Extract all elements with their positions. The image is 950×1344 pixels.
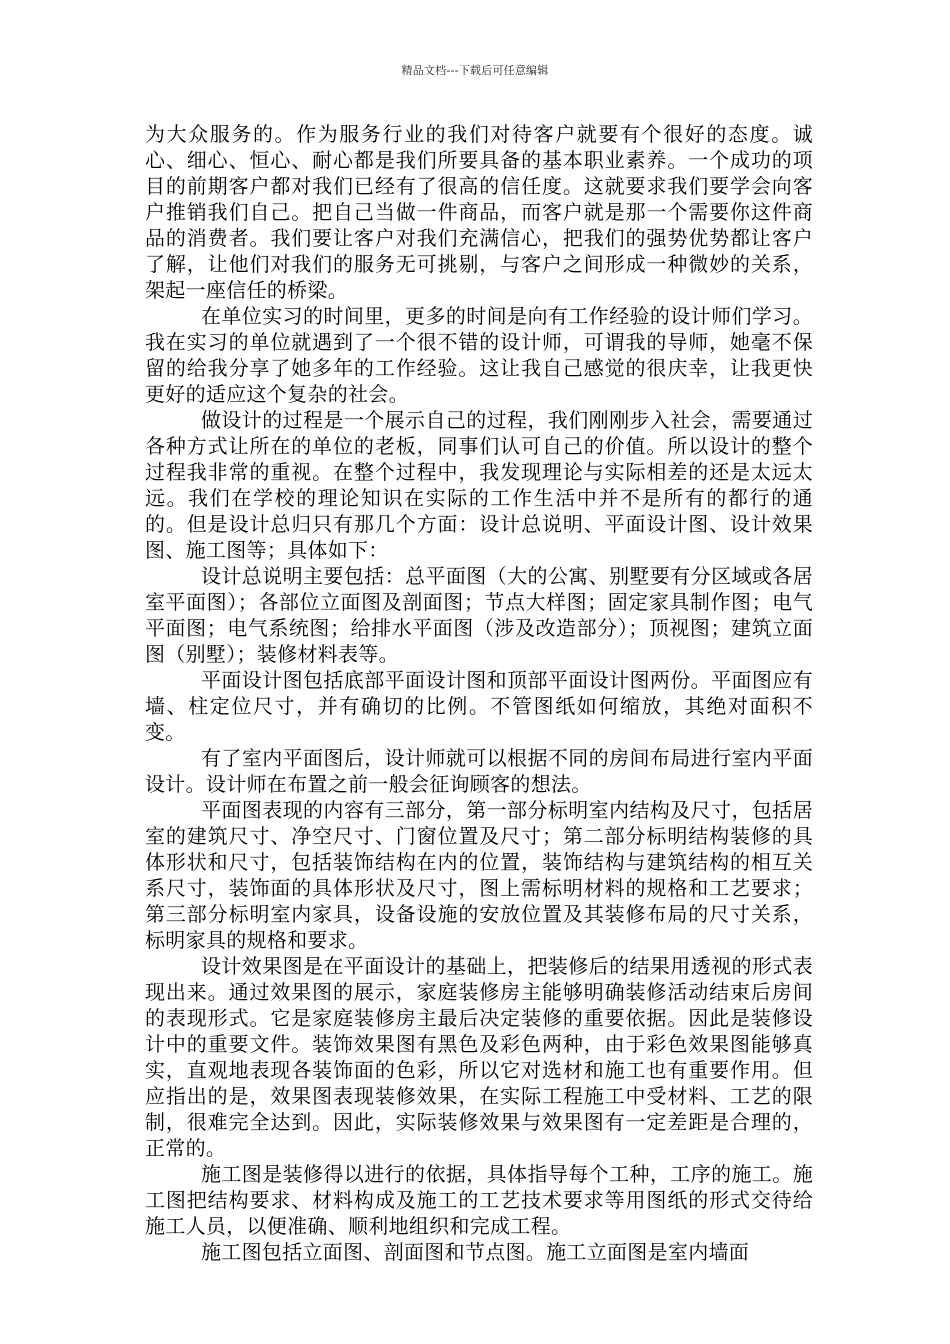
paragraph-internship: 在单位实习的时间里，更多的时间是向有工作经验的设计师们学习。我在实习的单位就遇到了一个很不错的设计师，可谓我的导师，她毫不保留的给我分享了她多年的工作经验。这让我自己感觉的很庆幸，让我更快更好的适应这个复杂的社会。 xyxy=(145,304,813,406)
page-header: 精品文档---下载后可任意编辑 xyxy=(401,64,549,77)
paragraph-construction-elevation: 施工图包括立面图、剖面图和节点图。施工立面图是室内墙面 xyxy=(201,1240,750,1264)
paragraph-design-overview: 设计总说明主要包括：总平面图（大的公寓、别墅要有分区域或各居室平面图）；各部位立面图及剖面图；节点大样图；固定家具制作图；电气平面图；电气系统图；给排水平面图（涉及改造部分）；顶视图；建筑立面图（别墅）；装修材料表等。 xyxy=(145,564,813,666)
paragraph-design-process: 做设计的过程是一个展示自己的过程，我们刚刚步入社会，需要通过各种方式让所在的单位的老板，同事们认可自己的价值。所以设计的整个过程我非常的重视。在整个过程中，我发现理论与实际相差的还是太远太远。我们在学校的理论知识在实际的工作生活中并不是所有的都行的通的。但是设计总归只有那几个方面：设计总说明、平面设计图、设计效果图、施工图等；具体如下： xyxy=(145,408,813,562)
paragraph-interior-plan: 有了室内平面图后，设计师就可以根据不同的房间布局进行室内平面设计。设计师在布置之前一般会征询顾客的想法。 xyxy=(145,746,813,796)
document-body xyxy=(145,121,813,1265)
paragraph-rendering: 设计效果图是在平面设计的基础上，把装修后的结果用透视的形式表现出来。通过效果图的展示，家庭装修房主能够明确装修活动结束后房间的表现形式。它是家庭装修房主最后决定装修的重要依据。因此是装修设计中的重要文件。装饰效果图有黑色及彩色两种，由于彩色效果图能够真实，直观地表现各装饰面的色彩，所以它对选材和施工也有重要作用。但应指出的是，效果图表现装修效果，在实际工程施工中受材料、工艺的限制，很难完全达到。因此，实际装修效果与效果图有一定差距是合理的，正常的。 xyxy=(145,954,813,1160)
paragraph-plan-content: 平面图表现的内容有三部分，第一部分标明室内结构及尺寸，包括居室的建筑尺寸、净空尺寸、门窗位置及尺寸；第二部分标明结构装修的具体形状和尺寸，包括装饰结构在内的位置，装饰结构与建筑结构的相互关系尺寸，装饰面的具体形状及尺寸，图上需标明材料的规格和工艺要求；第三部分标明室内家具，设备设施的安放位置及其装修布局的尺寸关系，标明家具的规格和要求。 xyxy=(145,798,813,952)
paragraph-continuation: 为大众服务的。作为服务行业的我们对待客户就要有个很好的态度。诚心、细心、恒心、耐心都是我们所要具备的基本职业素养。一个成功的项目的前期客户都对我们已经有了很高的信任度。这就要求我们要学会向客户推销我们自己。把自己当做一件商品，而客户就是那一个需要你这件商品的消费者。我们要让客户对我们充满信心，把我们的强势优势都让客户了解，让他们对我们的服务无可挑剔，与客户之间形成一种微妙的关系，架起一座信任的桥梁。 xyxy=(145,122,813,302)
paragraph-floor-plan: 平面设计图包括底部平面设计图和顶部平面设计图两份。平面图应有墙、柱定位尺寸，并有确切的比例。不管图纸如何缩放，其绝对面积不变。 xyxy=(145,668,813,744)
paragraph-construction-drawing: 施工图是装修得以进行的依据，具体指导每个工种，工序的施工。施工图把结构要求、材料构成及施工的工艺技术要求等用图纸的形式交待给施工人员，以便准确、顺利地组织和完成工程。 xyxy=(145,1162,813,1238)
